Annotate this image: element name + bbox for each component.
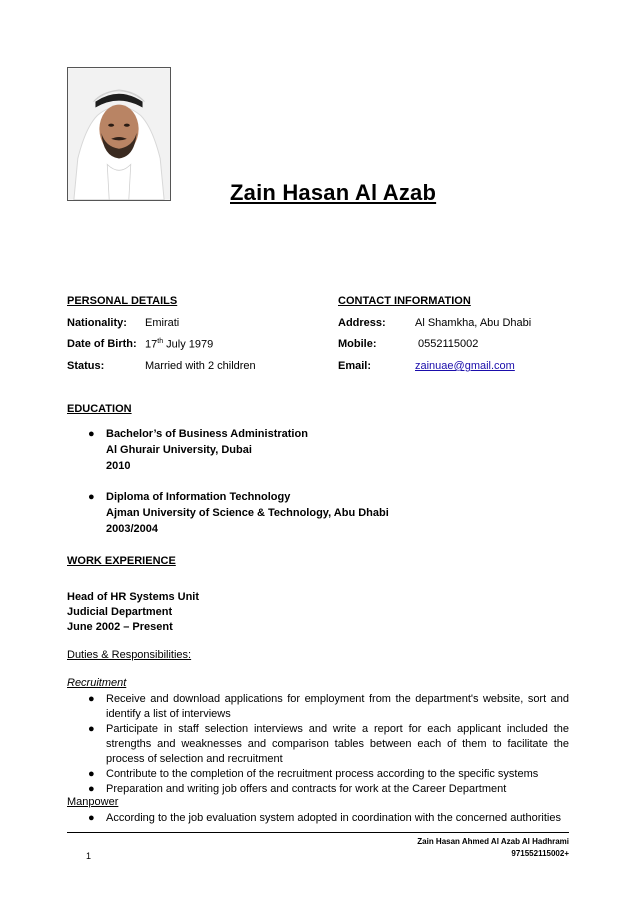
job-department: Judicial Department: [67, 606, 173, 618]
dob-value: [145, 338, 213, 351]
manpower-heading: Manpower: [67, 796, 119, 808]
footer-name: Zain Hasan Ahmed Al Azab Al Hadhrami: [417, 837, 569, 846]
degree-title: Diploma of Information Technology: [106, 491, 291, 503]
status-value: Married with 2 children: [145, 360, 256, 372]
education-list: [88, 489, 388, 537]
bullet-icon: ●: [88, 723, 95, 735]
mobile-value: 0552115002: [418, 338, 479, 350]
page-number: 1: [86, 851, 92, 861]
education-year: 2003/2004: [106, 523, 158, 535]
duty-text: Contribute to the completion of the recruitment process according to the specific systems: [106, 768, 539, 780]
personal-details-heading: PERSONAL DETAILS: [67, 295, 178, 307]
footer-phone: 971552115002+: [511, 849, 569, 858]
dob-ordinal: th: [157, 338, 164, 345]
candidate-name: Zain Hasan Al Azab: [230, 180, 437, 205]
email-label: Email:: [338, 360, 372, 372]
bullet-icon: ●: [88, 491, 95, 503]
job-block: [67, 590, 199, 635]
education-heading: EDUCATION: [67, 403, 132, 415]
list-item: [88, 811, 569, 826]
job-period: June 2002 – Present: [67, 621, 173, 633]
bullet-icon: ●: [88, 768, 95, 780]
list-item: [88, 767, 569, 782]
nationality-value: Emirati: [145, 317, 180, 329]
bullet-icon: ●: [88, 812, 95, 824]
nationality-label: Nationality:: [67, 317, 127, 329]
dob-day: 17: [145, 338, 158, 351]
degree-title: Bachelor’s of Business Administration: [106, 428, 308, 440]
list-item: [88, 692, 569, 722]
mobile-label: Mobile:: [338, 338, 377, 350]
address-value: Al Shamkha, Abu Dhabi: [415, 317, 532, 329]
recruitment-heading: Recruitment: [67, 677, 127, 689]
work-experience-heading: WORK EXPERIENCE: [67, 555, 176, 567]
duty-text: According to the job evaluation system adopted in coordination with the concerned authorities: [106, 812, 561, 824]
duty-text: Receive and download applications for employment from the department's website, sort and identify a list of interviews: [106, 693, 569, 720]
email-link[interactable]: zainuae@gmail.com: [415, 360, 515, 372]
bullet-icon: ●: [88, 783, 95, 795]
institution: Ajman University of Science & Technology, Abu Dhabi: [106, 507, 389, 519]
institution: Al Ghurair University, Dubai: [106, 444, 252, 456]
dob-month-year: July 1979: [163, 338, 214, 351]
dob-label: Date of Birth:: [67, 338, 137, 350]
duty-text: Preparation and writing job offers and contracts for work at the Career Department: [106, 783, 507, 795]
education-year: 2010: [106, 460, 131, 472]
bullet-icon: ●: [88, 693, 95, 705]
bullet-icon: ●: [88, 428, 95, 440]
recruitment-list: [88, 692, 569, 797]
contact-info-heading: CONTACT INFORMATION: [338, 295, 471, 307]
footer-contact: [417, 836, 569, 860]
education-item: [88, 489, 388, 537]
list-item: [88, 782, 569, 797]
status-label: Status:: [67, 360, 105, 372]
duties-heading: Duties & Responsibilities:: [67, 649, 192, 661]
profile-photo-icon: [68, 68, 170, 200]
education-list: [88, 426, 388, 474]
profile-photo: [67, 67, 171, 201]
address-label: Address:: [338, 317, 386, 329]
manpower-list: [88, 811, 569, 826]
job-title: Head of HR Systems Unit: [67, 591, 200, 603]
duty-text: Participate in staff selection interviews and write a report for each applicant included the strengths and weaknesses and comparison tables between each of them to facilitate the process of selection and recruitment: [106, 723, 569, 765]
education-item: [88, 426, 388, 474]
footer-divider: [67, 832, 569, 833]
list-item: [88, 722, 569, 767]
